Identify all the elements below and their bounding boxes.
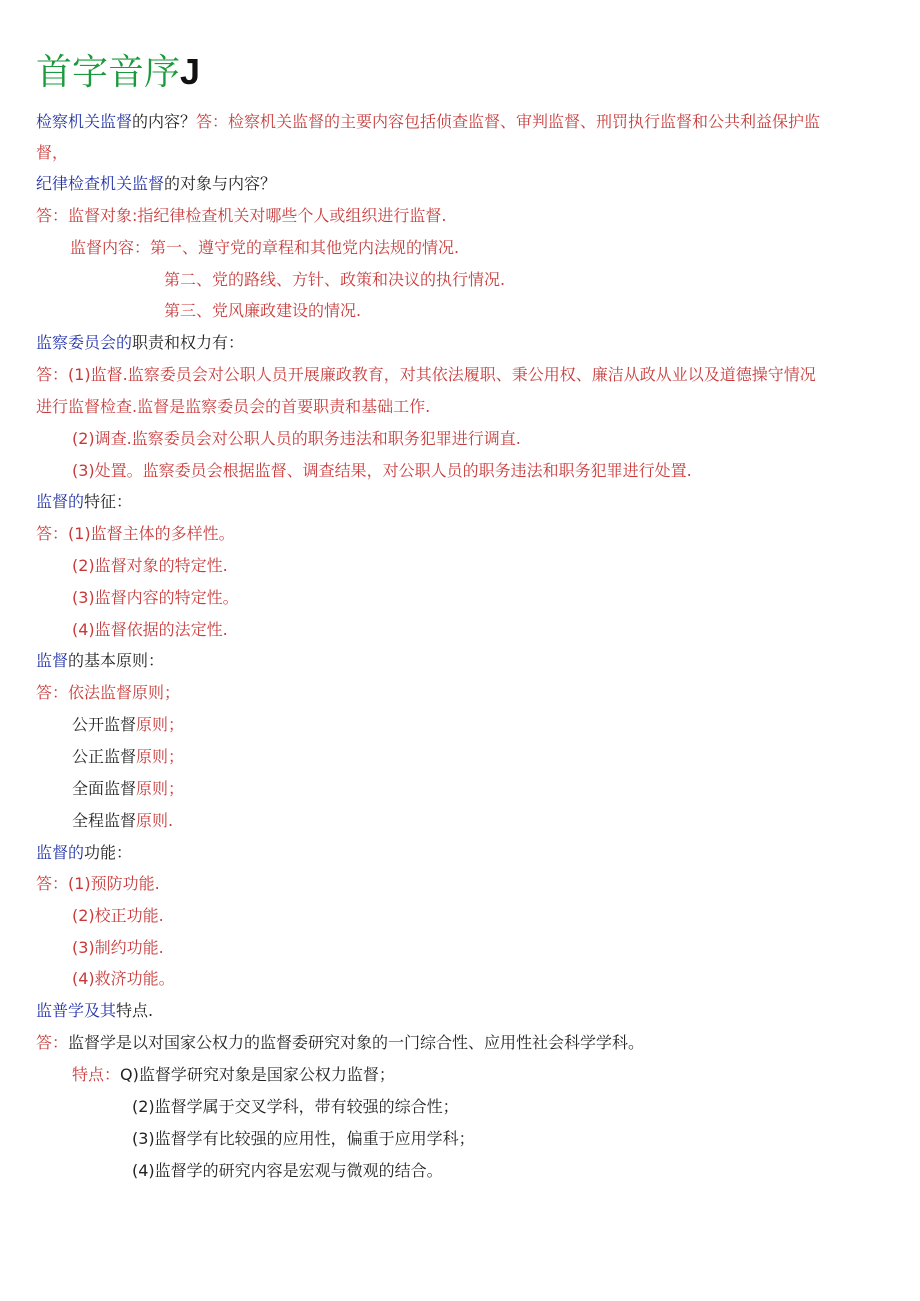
q2-answer-1: 答：监督对象:指纪律检查机关对哪些个人或组织进行监督. xyxy=(36,206,447,225)
q4-answer-1: 答：(1)监督主体的多样性。 xyxy=(36,524,235,543)
q1-question: 的内容？ xyxy=(132,112,197,131)
q7-answer-4: (3)监督学有比较强的应用性，偏重于应用学科； xyxy=(132,1129,475,1148)
q2-answer-2: 监督内容：第一、遵守党的章程和其他党内法规的情况. xyxy=(70,238,460,257)
q4-answer-4: (4)监督依据的法定性. xyxy=(72,620,228,639)
q3-topic: 监察委员会的 xyxy=(36,333,133,352)
q6-line xyxy=(36,842,132,864)
q7-topic: 监普学及其 xyxy=(36,1001,117,1020)
q1-line xyxy=(36,111,820,133)
q3-answer-1-cont: 进行监督检查.监督是监察委员会的首要职责和基础工作. xyxy=(36,397,431,416)
q5-answer-1: 答：依法监督原则； xyxy=(36,683,181,702)
q1-answer: 答：检察机关监督的主要内容包括侦查监督、审判监督、刑罚执行监督和公共利益保护监 xyxy=(196,112,821,131)
q6-answer-2: (2)校正功能. xyxy=(72,906,164,925)
q5-question: 的基本原则： xyxy=(68,651,165,670)
q7-answer-1: 答：监督学是以对国家公权力的监督委研究对象的一门综合性、应用性社会科学学科。 xyxy=(36,1033,645,1052)
q7-line xyxy=(36,1000,153,1022)
q1-topic: 检察机关监督 xyxy=(36,112,133,131)
q4-answer-2: (2)监督对象的特定性. xyxy=(72,556,228,575)
q4-topic: 监督的 xyxy=(36,492,85,511)
title-letter: J xyxy=(180,51,201,92)
page-title xyxy=(36,48,200,97)
q2-answer-3: 第二、党的路线、方针、政策和决议的执行情况. xyxy=(164,270,506,289)
q6-question: 功能： xyxy=(84,843,133,862)
q1-answer-cont: 督， xyxy=(36,143,69,162)
q7-answer-2: 特点：Q)监督学研究对象是国家公权力监督； xyxy=(72,1065,395,1084)
q7-answer-3: (2)监督学属于交叉学科，带有较强的综合性； xyxy=(132,1097,459,1116)
q4-line xyxy=(36,491,132,513)
q3-answer-2: (2)调查.监察委员会对公职人员的职务违法和职务犯罪进行调直. xyxy=(72,429,521,448)
q3-line xyxy=(36,332,244,354)
q5-answer-5: 全程监督原则. xyxy=(72,811,174,830)
q5-topic: 监督 xyxy=(36,651,69,670)
q6-answer-3: (3)制约功能. xyxy=(72,938,164,957)
q5-answer-2: 公开监督原则； xyxy=(72,715,185,734)
q3-answer-1: 答：(1)监督.监察委员会对公职人员开展廉政教育，对其依法履职、秉公用权、廉洁从政从业以及道德操守情况 xyxy=(36,365,816,384)
q5-line xyxy=(36,650,164,672)
q2-line xyxy=(36,173,276,195)
q2-topic: 纪律检查机关监督 xyxy=(36,174,165,193)
q6-topic: 监督的 xyxy=(36,843,85,862)
q7-answer-5: (4)监督学的研究内容是宏观与微观的结合。 xyxy=(132,1161,443,1180)
q5-answer-3: 公正监督原则； xyxy=(72,747,185,766)
q3-question: 职责和权力有： xyxy=(132,333,245,352)
q6-answer-1: 答：(1)预防功能. xyxy=(36,874,160,893)
q7-question: 特点. xyxy=(116,1001,154,1020)
q3-answer-3: (3)处置。监察委员会根据监督、调查结果，对公职人员的职务违法和职务犯罪进行处置. xyxy=(72,461,692,480)
q4-answer-3: (3)监督内容的特定性。 xyxy=(72,588,239,607)
q6-answer-4: (4)救济功能。 xyxy=(72,969,175,988)
q4-question: 特征： xyxy=(84,492,133,511)
title-section-text: 首字音序 xyxy=(36,52,181,93)
q2-question: 的对象与内容？ xyxy=(164,174,277,193)
q2-answer-4: 第三、党风廉政建设的情况. xyxy=(164,301,362,320)
q5-answer-4: 全面监督原则； xyxy=(72,779,185,798)
